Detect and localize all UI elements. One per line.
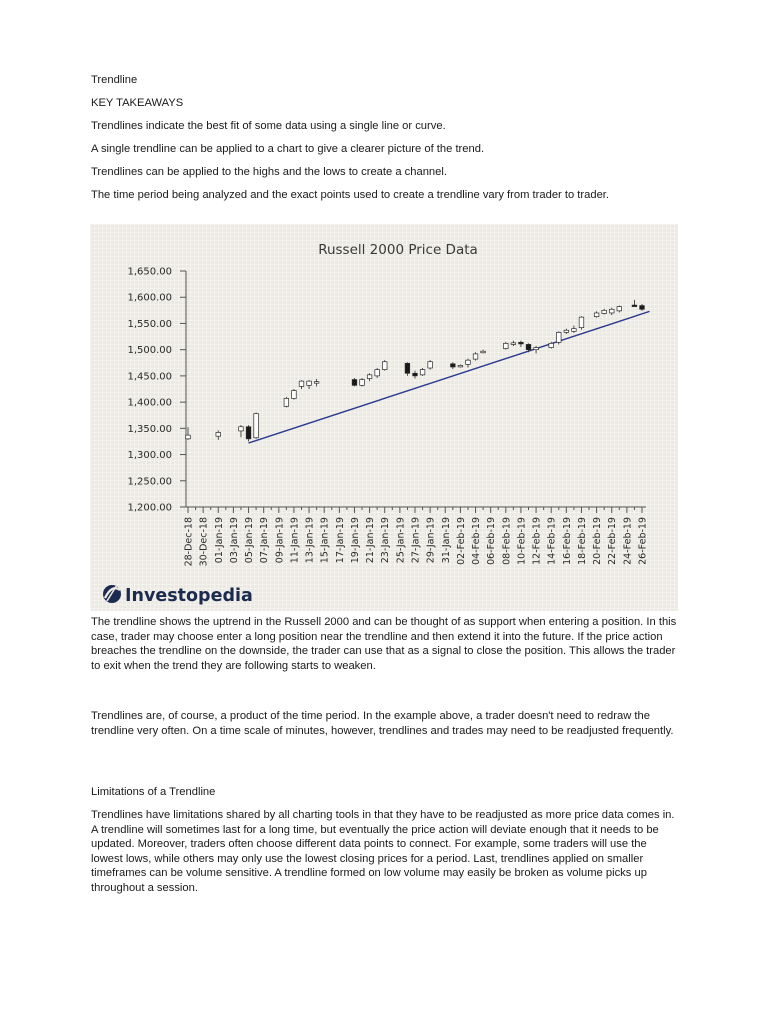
candle-body-up	[504, 343, 509, 348]
candle-body-down	[352, 380, 357, 386]
candle-body-up	[466, 360, 471, 364]
y-tick-label: 1,500.00	[127, 345, 172, 357]
investopedia-logo-mark	[103, 585, 121, 603]
candle-body-up	[428, 362, 433, 368]
candle-body-up	[254, 414, 259, 438]
x-tick-label: 22-Feb-19	[607, 517, 619, 565]
x-tick-label: 07-Jan-19	[259, 517, 271, 564]
x-tick-label: 06-Feb-19	[486, 517, 498, 565]
x-tick-label: 18-Feb-19	[576, 517, 588, 565]
candle-body-up	[556, 332, 561, 342]
candle-body-up	[564, 330, 569, 332]
x-tick-label: 27-Jan-19	[410, 517, 422, 564]
x-tick-label: 17-Jan-19	[334, 517, 346, 564]
candle-body-up	[186, 435, 191, 439]
x-tick-label: 24-Feb-19	[622, 517, 634, 565]
candle-body-down	[526, 344, 531, 349]
candle-body-up	[382, 362, 387, 370]
candle-body-up	[481, 351, 486, 353]
y-tick-label: 1,250.00	[127, 476, 172, 488]
x-tick-label: 21-Jan-19	[365, 517, 377, 564]
candle-body-up	[579, 317, 584, 327]
x-tick-label: 11-Jan-19	[289, 517, 301, 564]
candle-body-up	[602, 310, 607, 313]
candle-body-up	[360, 380, 365, 386]
investopedia-logo	[103, 585, 253, 606]
candle-body-down	[519, 342, 524, 344]
x-tick-label: 12-Feb-19	[531, 517, 543, 565]
takeaway-item-4: The time period being analyzed and the exact points used to create a trendline vary from trader to trader.	[91, 189, 610, 201]
y-tick-label: 1,600.00	[127, 292, 172, 304]
candle-body-down	[246, 427, 251, 439]
chart-title: Russell 2000 Price Data	[318, 242, 478, 258]
candle-body-up	[534, 348, 539, 350]
takeaway-item-2: A single trendline can be applied to a chart to give a clearer picture of the trend.	[91, 143, 485, 155]
trendline	[249, 311, 650, 443]
y-tick-label: 1,450.00	[127, 371, 172, 383]
candle-body-up	[216, 433, 221, 437]
candle-body-down	[405, 363, 410, 373]
x-tick-label: 09-Jan-19	[274, 517, 286, 564]
x-tick-label: 23-Jan-19	[380, 517, 392, 564]
y-tick-label: 1,350.00	[127, 423, 172, 435]
candle-body-up	[473, 354, 478, 359]
x-axis	[184, 507, 649, 566]
x-tick-label: 31-Jan-19	[440, 517, 452, 564]
candle-body-up	[367, 375, 372, 379]
x-tick-label: 04-Feb-19	[471, 517, 483, 565]
x-tick-label: 16-Feb-19	[561, 517, 573, 565]
y-tick-label: 1,550.00	[127, 318, 172, 330]
y-tick-label: 1,200.00	[127, 502, 172, 514]
candle-body-up	[594, 313, 599, 317]
candles-layer	[186, 300, 645, 442]
x-tick-label: 02-Feb-19	[455, 517, 467, 565]
x-tick-label: 03-Jan-19	[228, 517, 240, 564]
takeaway-item-1: Trendlines indicate the best fit of some data using a single line or curve.	[91, 120, 446, 132]
x-tick-label: 05-Jan-19	[244, 517, 256, 564]
takeaway-item-3: Trendlines can be applied to the highs and the lows to create a channel.	[91, 166, 447, 178]
candle-body-up	[458, 365, 463, 367]
candle-body-up	[284, 398, 289, 406]
candle-body-down	[640, 306, 645, 310]
y-tick-label: 1,400.00	[127, 397, 172, 409]
y-axis	[127, 267, 186, 514]
candle-body-down	[413, 373, 418, 376]
x-tick-label: 26-Feb-19	[637, 517, 649, 565]
candle-body-down	[451, 364, 456, 367]
trendline-layer	[249, 311, 650, 443]
x-tick-label: 19-Jan-19	[349, 517, 361, 564]
x-tick-label: 13-Jan-19	[304, 517, 316, 564]
x-tick-label: 28-Dec-18	[183, 517, 195, 567]
candle-body-up	[617, 307, 622, 311]
x-tick-label: 14-Feb-19	[546, 517, 558, 565]
x-tick-label: 29-Jan-19	[425, 517, 437, 564]
body-paragraph-2: Trendlines are, of course, a product of the time period. In the example above, a trader doesn't need to redraw the trendline very often. On a time scale of minutes, however, trendlines and trades may need to be readjusted frequently.	[91, 710, 674, 737]
limitations-paragraph: Trendlines have limitations shared by all charting tools in that they have to be readjusted as more price data comes in. A trendline will sometimes last for a long time, but eventually the price action will deviate enough that it needs to be updated. Moreover, traders often choose different data points to connect. For example, some traders will use the lowest lows, while others may only use the lowest closing prices for a period. Last, trendlines applied on smaller timeframes can be volume sensitive. A trendline formed on low volume may easily be broken as volume picks up throughout a session.	[91, 809, 675, 894]
price-chart	[90, 224, 678, 611]
x-tick-label: 10-Feb-19	[516, 517, 528, 565]
candle-body-down	[632, 305, 637, 307]
candle-body-up	[299, 381, 304, 386]
x-tick-label: 01-Jan-19	[213, 517, 225, 564]
doc-title: Trendline	[91, 74, 138, 86]
x-tick-label: 30-Dec-18	[198, 517, 210, 567]
x-tick-label: 15-Jan-19	[319, 517, 331, 564]
candle-body-up	[511, 343, 516, 345]
x-tick-label: 25-Jan-19	[395, 517, 407, 564]
candle-body-up	[314, 382, 319, 384]
candle-body-up	[549, 343, 554, 347]
key-takeaways-heading: KEY TAKEAWAYS	[91, 97, 184, 109]
candle-body-up	[609, 309, 614, 313]
x-tick-label: 08-Feb-19	[501, 517, 513, 565]
candle-body-up	[572, 329, 577, 332]
candle-body-up	[307, 381, 312, 385]
x-tick-label: 20-Feb-19	[592, 517, 604, 565]
limitations-heading: Limitations of a Trendline	[91, 786, 216, 798]
price-chart-figure	[90, 224, 678, 611]
y-tick-label: 1,300.00	[127, 450, 172, 462]
investopedia-logo-text: Investopedia	[125, 586, 253, 606]
candle-body-up	[420, 370, 425, 375]
y-tick-label: 1,650.00	[127, 266, 172, 278]
candle-body-up	[292, 391, 297, 399]
candle-body-up	[239, 427, 244, 431]
candle-body-up	[375, 370, 380, 376]
body-paragraph-1: The trendline shows the uptrend in the Russell 2000 and can be thought of as support when entering a position. In this case, trader may choose enter a long position near the trendline and then extend it into the future. If the price action breaches the trendline on the downside, the trader can use that as a signal to close the position. This allows the trader to exit when the trend they are following starts to weaken.	[91, 616, 677, 672]
